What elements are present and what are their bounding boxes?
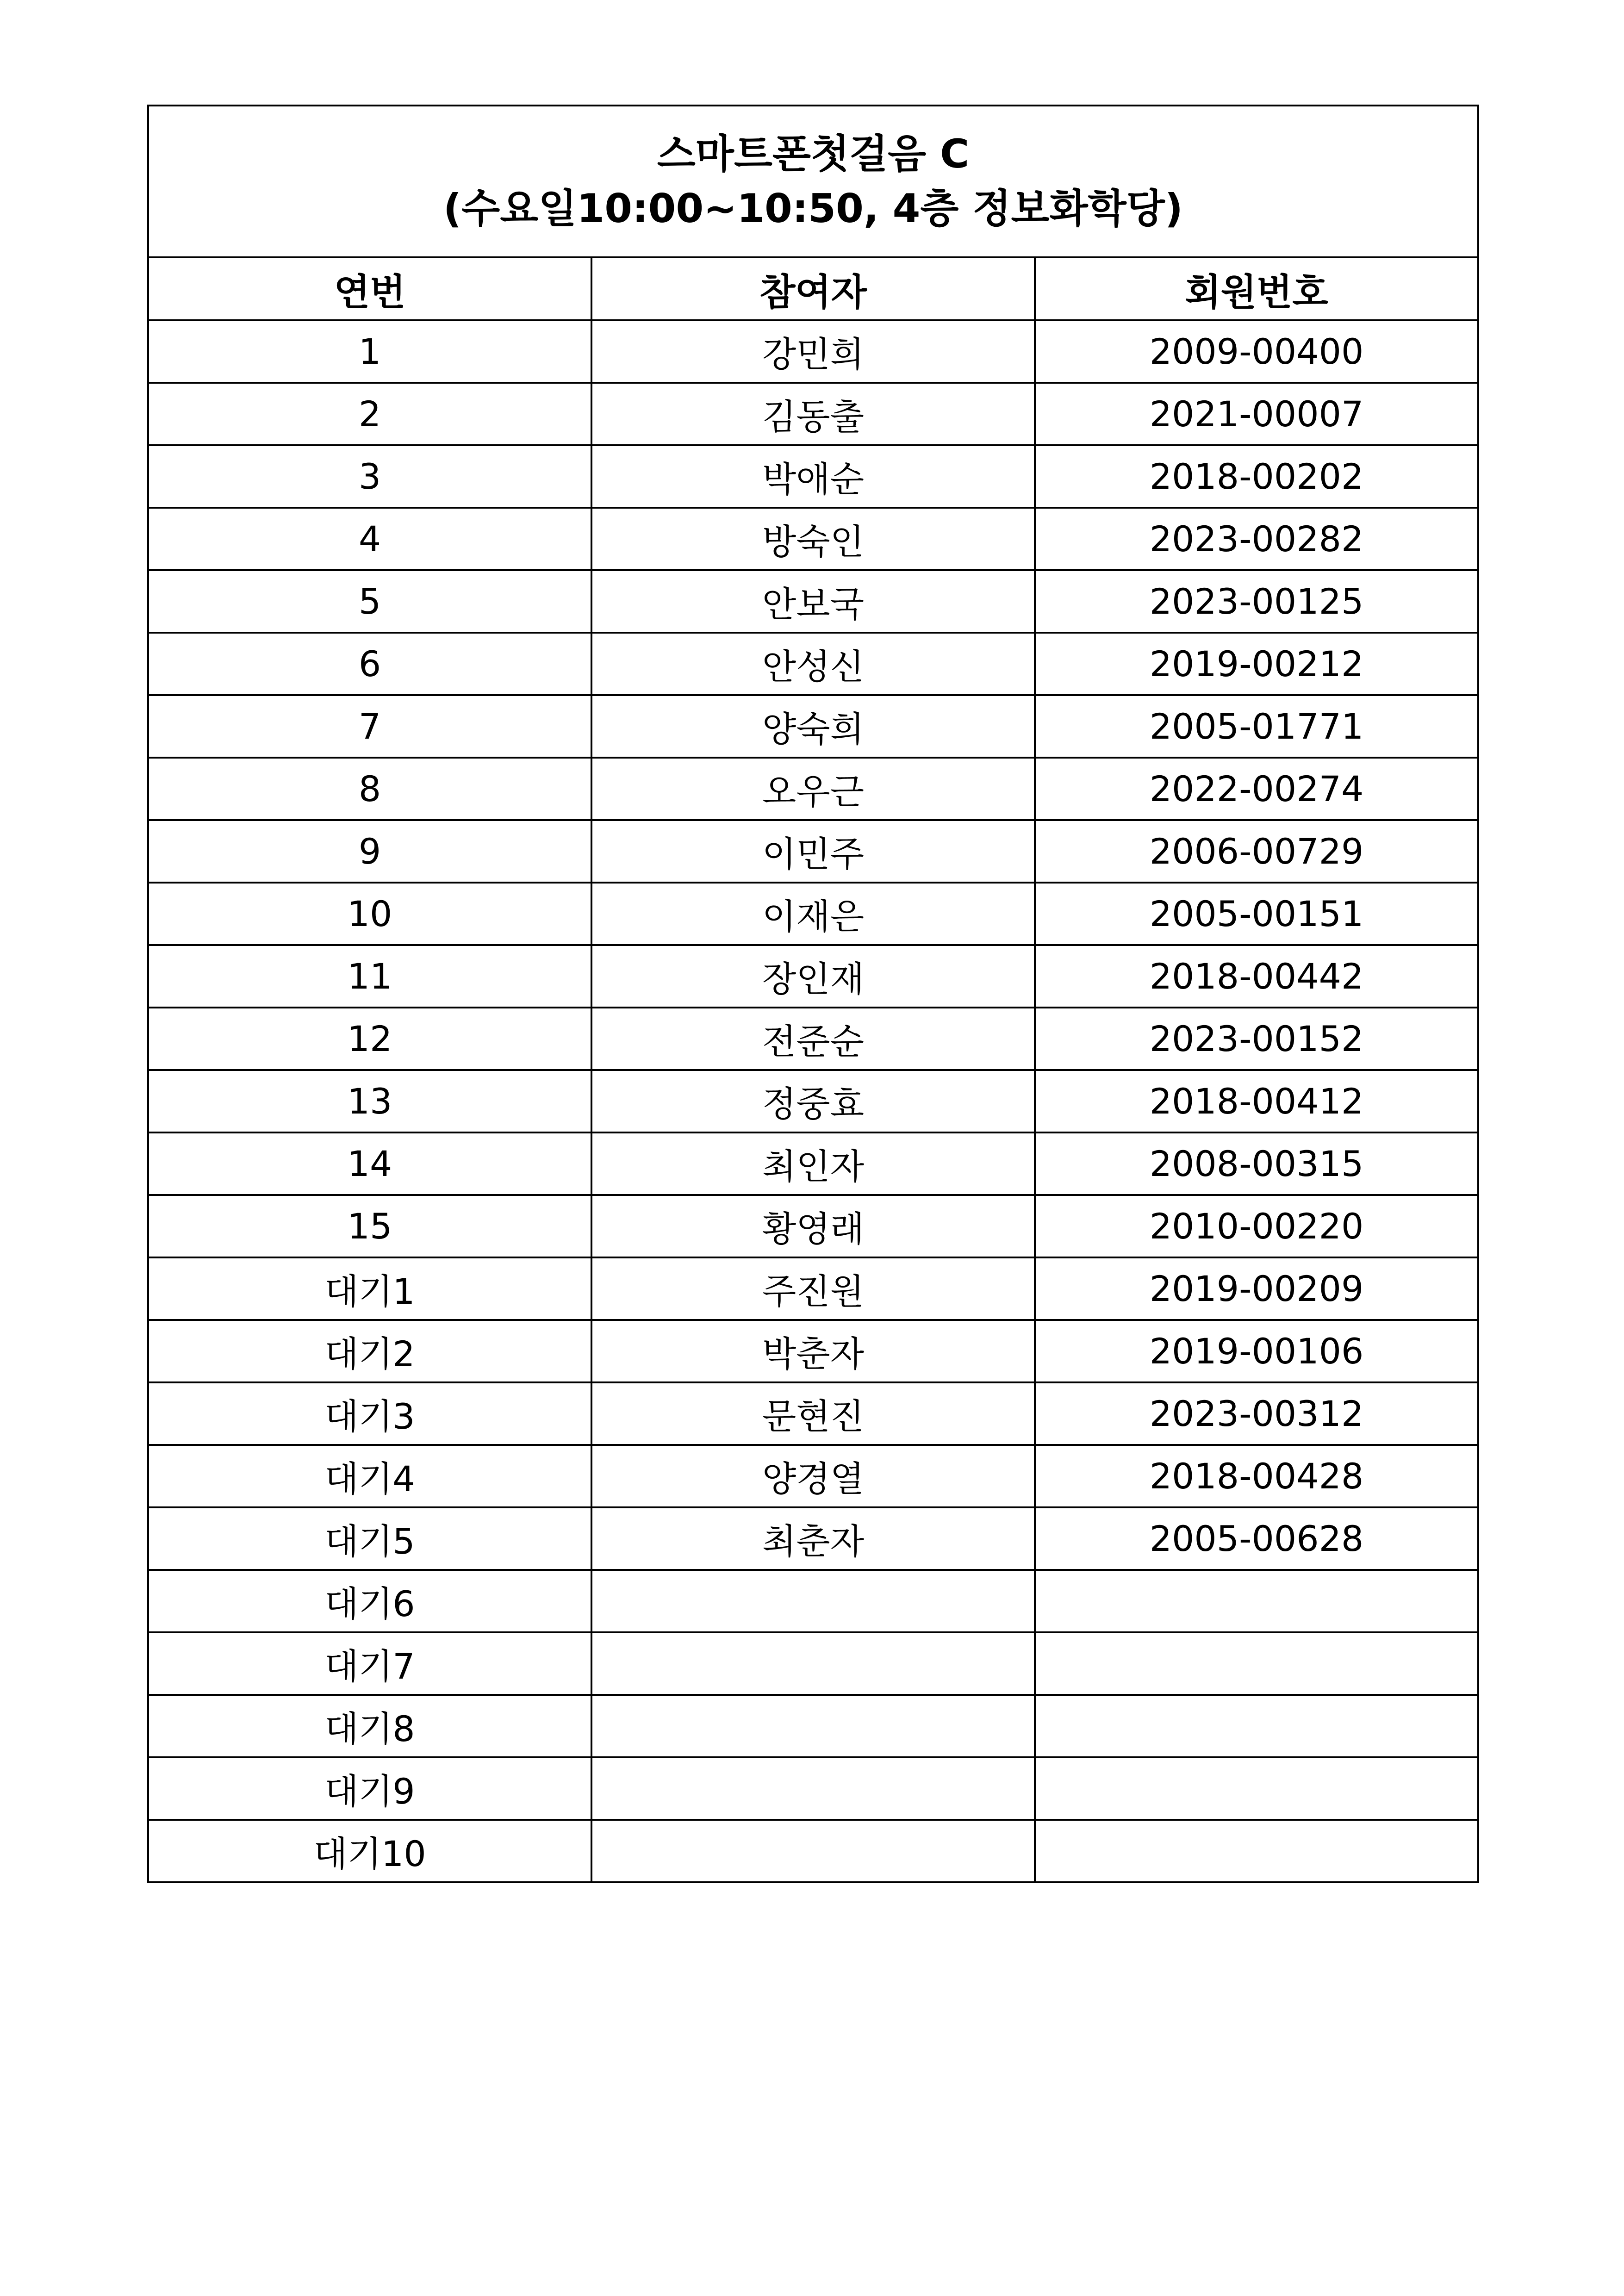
member-id-cell: 2021-00007: [1035, 383, 1478, 445]
participant-name-cell: 안보국: [591, 570, 1035, 633]
row-number-cell: 5: [148, 570, 591, 633]
table-row: [148, 1257, 1478, 1320]
participant-name-cell: 양숙희: [591, 695, 1035, 758]
column-header-participant: 참여자: [591, 257, 1035, 320]
table-row: [148, 1632, 1478, 1695]
row-number-cell: 1: [148, 320, 591, 383]
member-id-cell: 2023-00125: [1035, 570, 1478, 633]
table-row: [148, 1320, 1478, 1382]
member-id-cell: 2018-00428: [1035, 1445, 1478, 1507]
member-id-cell: [1035, 1570, 1478, 1632]
row-number-cell: 대기8: [148, 1695, 591, 1757]
table-row: [148, 1757, 1478, 1820]
member-id-cell: 2019-00212: [1035, 633, 1478, 695]
member-id-cell: 2023-00312: [1035, 1382, 1478, 1445]
table-row: [148, 1570, 1478, 1632]
member-id-cell: [1035, 1757, 1478, 1820]
table-row: [148, 1382, 1478, 1445]
member-id-cell: 2008-00315: [1035, 1132, 1478, 1195]
title-row: [148, 106, 1478, 257]
row-number-cell: 13: [148, 1070, 591, 1132]
row-number-cell: 4: [148, 508, 591, 570]
member-id-cell: 2023-00282: [1035, 508, 1478, 570]
table-row: [148, 1445, 1478, 1507]
table-row: [148, 570, 1478, 633]
row-number-cell: 대기10: [148, 1820, 591, 1882]
participant-name-cell: [591, 1632, 1035, 1695]
table-row: [148, 633, 1478, 695]
participant-table: [147, 105, 1479, 1883]
row-number-cell: 9: [148, 820, 591, 883]
table-row: [148, 1507, 1478, 1570]
member-id-cell: 2005-00151: [1035, 883, 1478, 945]
row-number-cell: 2: [148, 383, 591, 445]
member-id-cell: 2009-00400: [1035, 320, 1478, 383]
table-row: [148, 508, 1478, 570]
participant-name-cell: 이민주: [591, 820, 1035, 883]
table-row: [148, 758, 1478, 820]
row-number-cell: 대기4: [148, 1445, 591, 1507]
row-number-cell: 8: [148, 758, 591, 820]
row-number-cell: 14: [148, 1132, 591, 1195]
participant-name-cell: 황영래: [591, 1195, 1035, 1257]
member-id-cell: 2018-00202: [1035, 445, 1478, 508]
member-id-cell: 2023-00152: [1035, 1008, 1478, 1070]
member-id-cell: 2019-00106: [1035, 1320, 1478, 1382]
participant-name-cell: 이재은: [591, 883, 1035, 945]
table-row: [148, 945, 1478, 1008]
participant-name-cell: [591, 1695, 1035, 1757]
participant-name-cell: 안성신: [591, 633, 1035, 695]
member-id-cell: [1035, 1820, 1478, 1882]
member-id-cell: 2005-00628: [1035, 1507, 1478, 1570]
participant-name-cell: 전준순: [591, 1008, 1035, 1070]
table-row: [148, 383, 1478, 445]
participant-name-cell: 방숙인: [591, 508, 1035, 570]
row-number-cell: 6: [148, 633, 591, 695]
column-header-number: 연번: [148, 257, 591, 320]
member-id-cell: 2018-00412: [1035, 1070, 1478, 1132]
table-row: [148, 1008, 1478, 1070]
participant-name-cell: 양경열: [591, 1445, 1035, 1507]
table-row: [148, 1820, 1478, 1882]
table-row: [148, 1070, 1478, 1132]
member-id-cell: 2006-00729: [1035, 820, 1478, 883]
header-row: [148, 257, 1478, 320]
participant-name-cell: 박애순: [591, 445, 1035, 508]
participant-name-cell: [591, 1820, 1035, 1882]
class-schedule: (수요일10:00~10:50, 4층 정보화학당): [443, 186, 1183, 232]
class-title: 스마트폰첫걸음 C: [657, 131, 970, 177]
participant-name-cell: 박춘자: [591, 1320, 1035, 1382]
column-header-member-id: 회원번호: [1035, 257, 1478, 320]
member-id-cell: 2019-00209: [1035, 1257, 1478, 1320]
table-row: [148, 1195, 1478, 1257]
participant-name-cell: 김동출: [591, 383, 1035, 445]
table-row: [148, 1132, 1478, 1195]
participant-name-cell: 장인재: [591, 945, 1035, 1008]
row-number-cell: 대기2: [148, 1320, 591, 1382]
participant-name-cell: 최춘자: [591, 1507, 1035, 1570]
member-id-cell: 2005-01771: [1035, 695, 1478, 758]
participant-name-cell: 오우근: [591, 758, 1035, 820]
row-number-cell: 대기6: [148, 1570, 591, 1632]
participant-name-cell: [591, 1570, 1035, 1632]
table-row: [148, 445, 1478, 508]
row-number-cell: 12: [148, 1008, 591, 1070]
row-number-cell: 대기7: [148, 1632, 591, 1695]
participant-name-cell: 강민희: [591, 320, 1035, 383]
table-row: [148, 695, 1478, 758]
row-number-cell: 대기1: [148, 1257, 591, 1320]
participant-name-cell: [591, 1757, 1035, 1820]
row-number-cell: 10: [148, 883, 591, 945]
member-id-cell: [1035, 1632, 1478, 1695]
row-number-cell: 11: [148, 945, 591, 1008]
table-row: [148, 1695, 1478, 1757]
row-number-cell: 7: [148, 695, 591, 758]
row-number-cell: 15: [148, 1195, 591, 1257]
row-number-cell: 대기9: [148, 1757, 591, 1820]
participant-name-cell: 문현진: [591, 1382, 1035, 1445]
row-number-cell: 대기3: [148, 1382, 591, 1445]
table-body: [148, 106, 1478, 1882]
member-id-cell: 2022-00274: [1035, 758, 1478, 820]
participant-name-cell: 최인자: [591, 1132, 1035, 1195]
participant-name-cell: 정중효: [591, 1070, 1035, 1132]
member-id-cell: [1035, 1695, 1478, 1757]
member-id-cell: 2010-00220: [1035, 1195, 1478, 1257]
table-row: [148, 320, 1478, 383]
row-number-cell: 3: [148, 445, 591, 508]
table-row: [148, 820, 1478, 883]
row-number-cell: 대기5: [148, 1507, 591, 1570]
participant-name-cell: 주진원: [591, 1257, 1035, 1320]
title-cell: [148, 106, 1478, 257]
member-id-cell: 2018-00442: [1035, 945, 1478, 1008]
table-row: [148, 883, 1478, 945]
